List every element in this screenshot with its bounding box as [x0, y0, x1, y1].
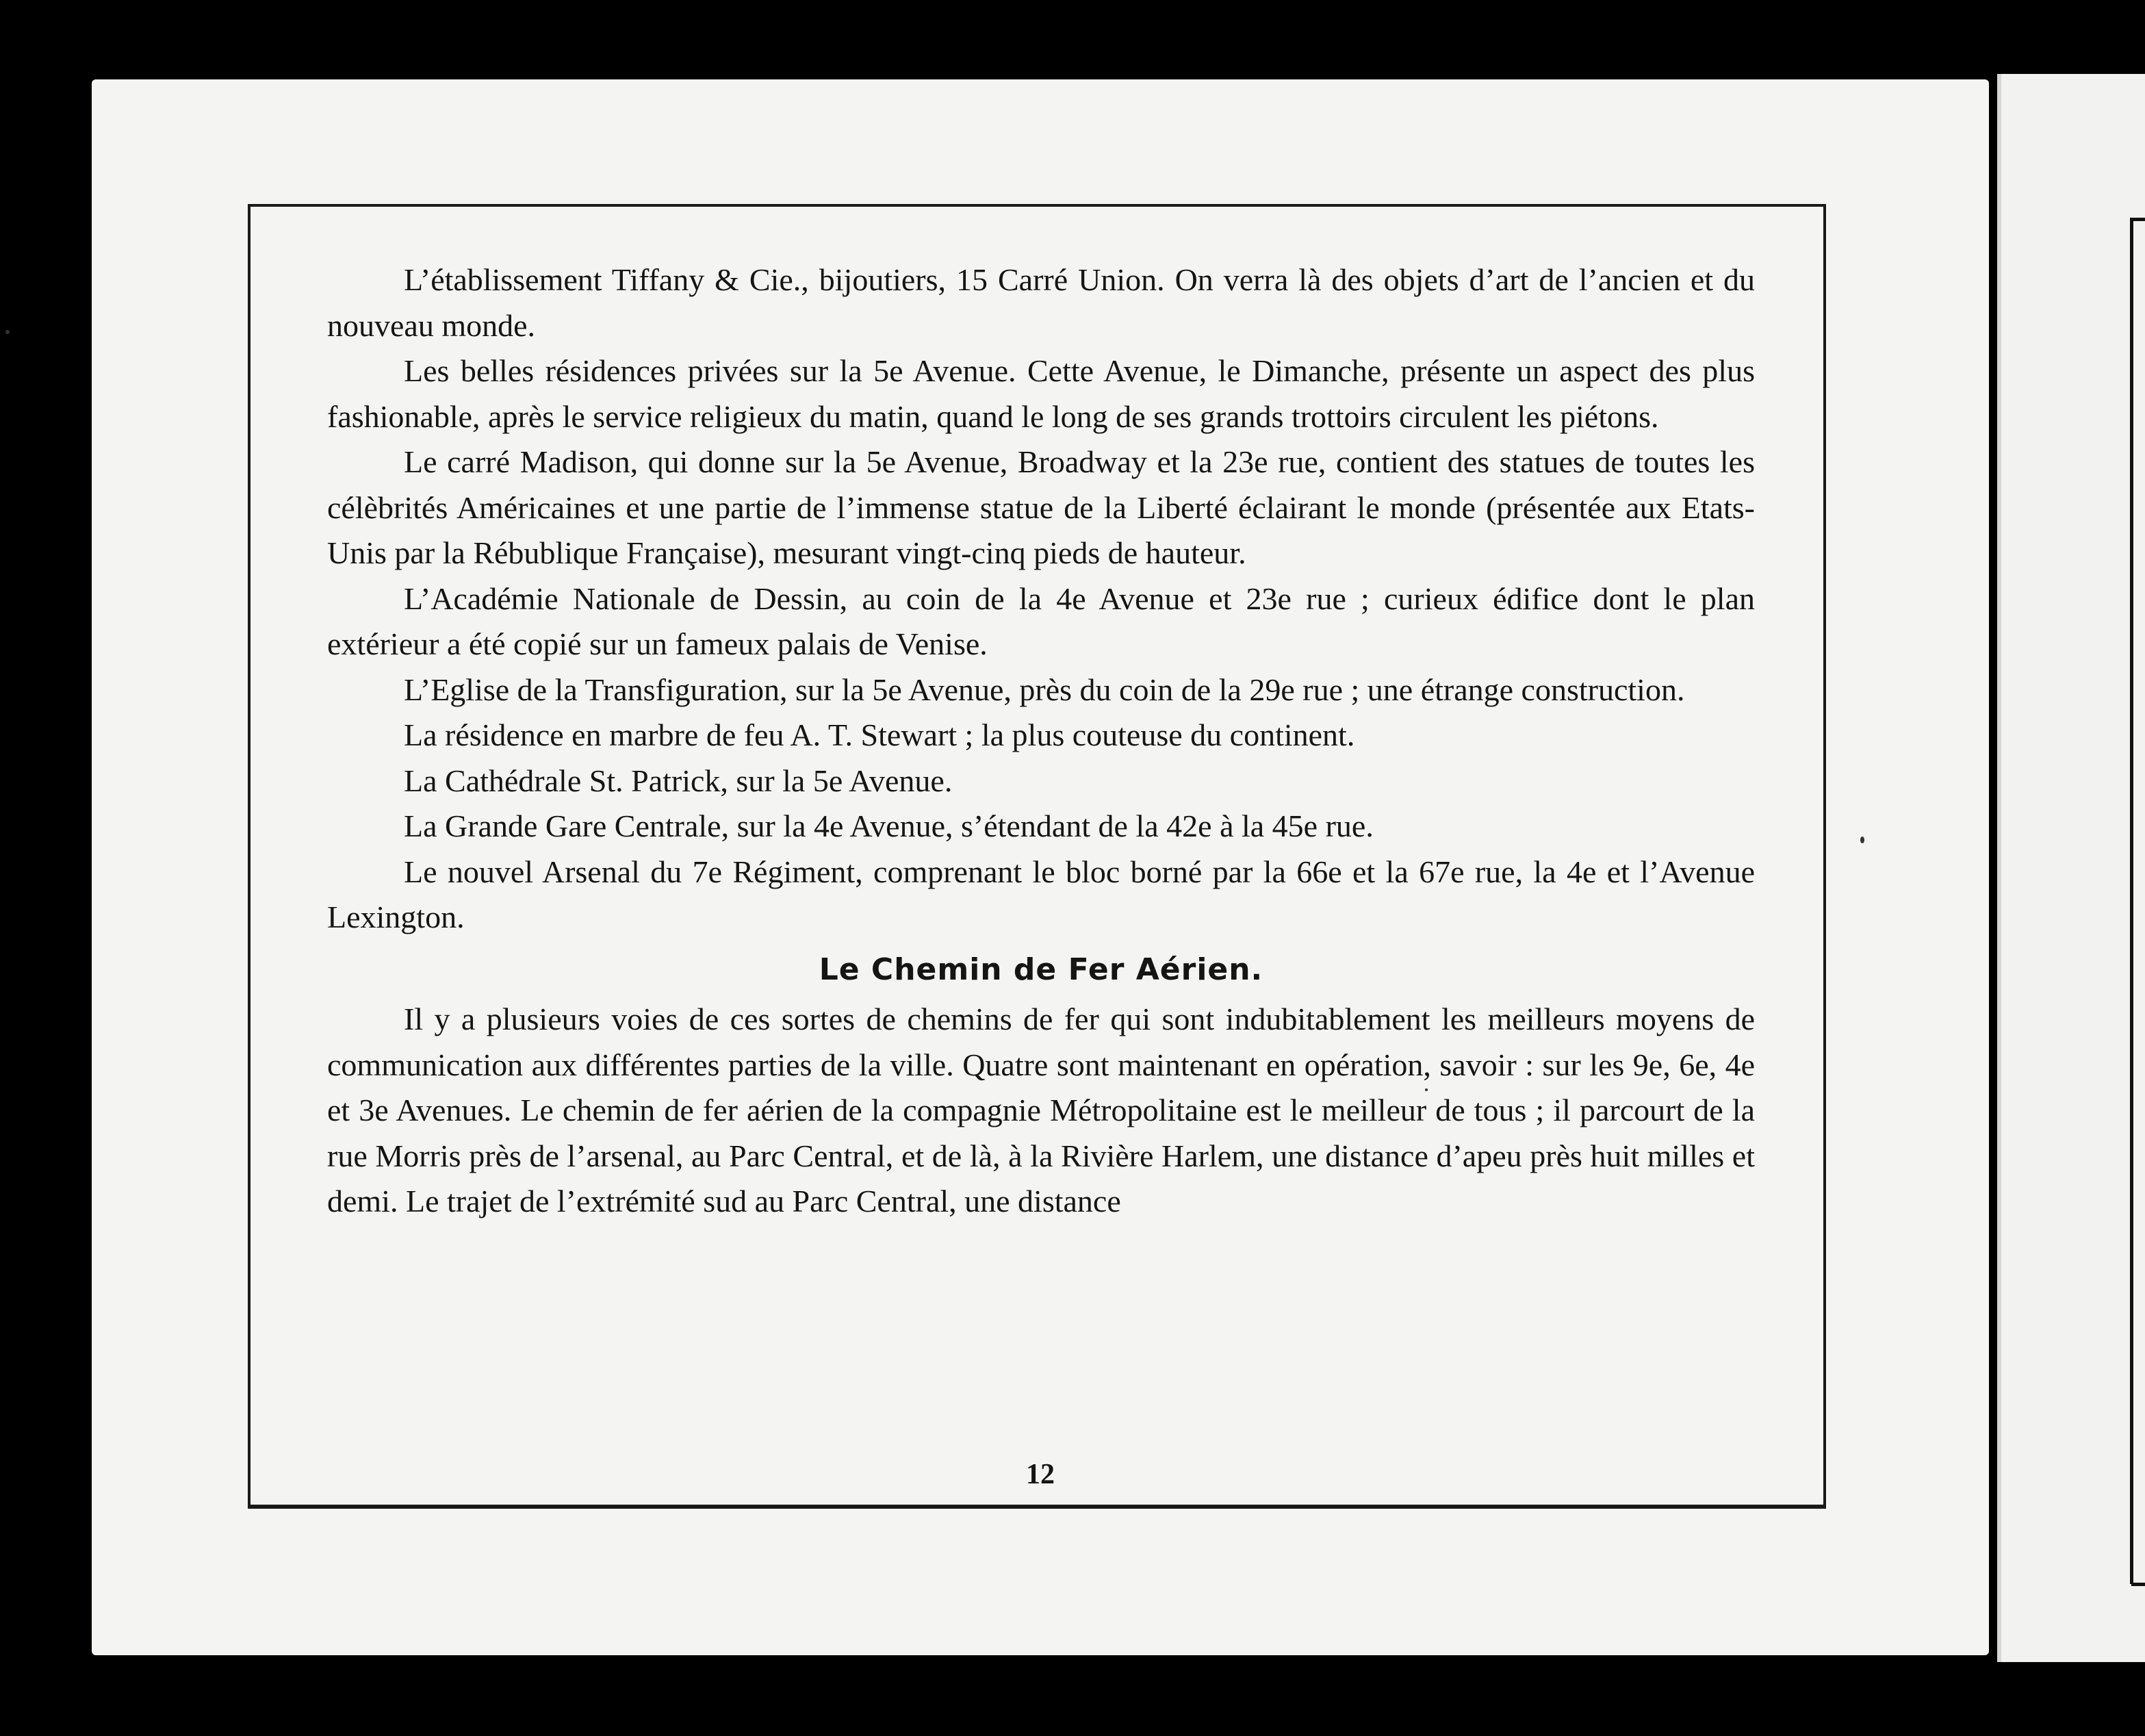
page-number: 12 — [1026, 1459, 1055, 1490]
adjacent-frame-top-rule — [2131, 218, 2145, 221]
adjacent-frame-bottom-rule — [2131, 1583, 2145, 1586]
paragraph-tiffany: L’établissement Tiffany & Cie., bijoutiers, 15 Carré Union. On verra là des objets d’art de l’ancien et du nouveau monde. — [327, 262, 1755, 343]
adjacent-page-edge — [1997, 74, 2145, 1662]
paragraph-seventh-regiment-armory: Le nouvel Arsenal du 7e Régiment, comprenant le bloc borné par la 66e et la 67e rue, la 4e et l’Avenue Lexington. — [327, 854, 1755, 934]
scan-speck — [1425, 1088, 1428, 1091]
paragraph-academy-of-design: L’Académie Nationale de Dessin, au coin de la 4e Avenue et 23e rue ; curieux édifice dont le plan extérieur a été copié sur un fameux palais de Venise. — [327, 580, 1755, 661]
page-body-text — [327, 257, 1755, 1225]
scan-speck — [1860, 837, 1864, 843]
paragraph-st-patrick: La Cathédrale St. Patrick, sur la 5e Avenue. — [404, 763, 953, 798]
adjacent-frame-left-rule — [2130, 218, 2133, 1584]
paragraph-elevated-railway: Il y a plusieurs voies de ces sortes de chemins de fer qui sont indubitablement les meilleurs moyens de communication aux différentes parties de la ville. Quatre sont maintenant en opération, savoir : sur les 9e, 6e, 4e et 3e Avenues. Le chemin de fer aérien de la compagnie Métropolitaine est le meilleur de tous ; il parcourt de la rue Morris près de l’arsenal, au Parc Central, et de là, à la Rivière Harlem, une distance d’apeu près huit milles et demi. Le trajet de l’extrémité sud au Parc Central, une distance — [327, 1001, 1755, 1218]
paragraph-grand-central: La Grande Gare Centrale, sur la 4e Avenue, s’étendant de la 42e à la 45e rue. — [404, 808, 1374, 843]
paragraph-madison-square: Le carré Madison, qui donne sur la 5e Avenue, Broadway et la 23e rue, contient des statues de toutes les célèbrités Américaines et une partie de l’immense statue de la Liberté éclairant le monde (présentée aux Etats-Unis par la Rébublique Française), mesurant vingt-cinq pieds de hauteur. — [327, 444, 1755, 570]
paragraph-stewart-residence: La résidence en marbre de feu A. T. Stewart ; la plus couteuse du continent. — [404, 717, 1355, 752]
paragraph-transfiguration: L’Eglise de la Transfiguration, sur la 5e Avenue, près du coin de la 29e rue ; une étrange construction. — [404, 672, 1685, 707]
section-heading: Le Chemin de Fer Aérien. — [819, 952, 1263, 987]
paragraph-fifth-avenue: Les belles résidences privées sur la 5e Avenue. Cette Avenue, le Dimanche, présente un aspect des plus fashionable, après le service religieux du matin, quand le long de ses grands trottoirs circulent les piétons. — [327, 353, 1755, 434]
scan-speck — [5, 330, 10, 334]
